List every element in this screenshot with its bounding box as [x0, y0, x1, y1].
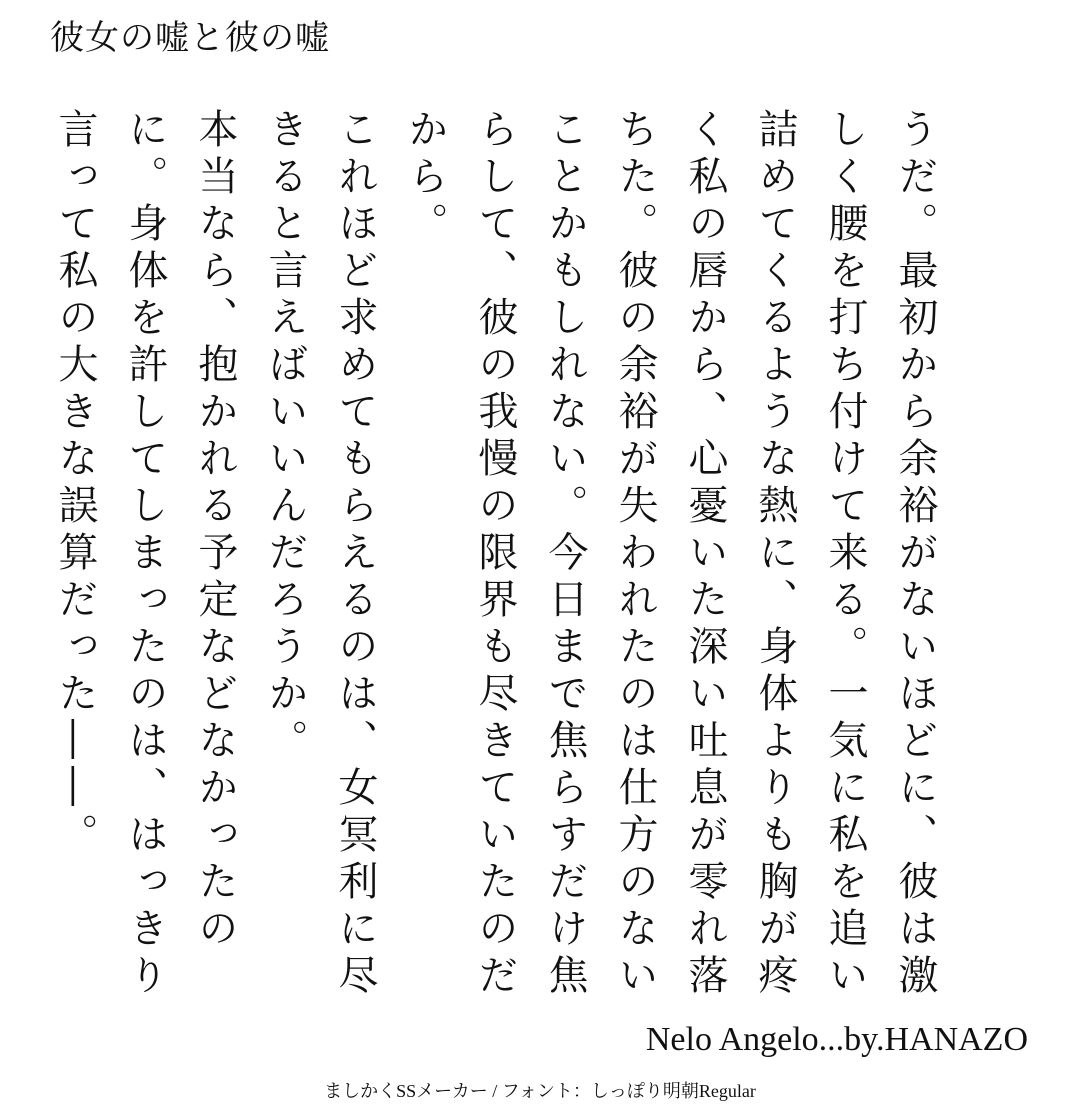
story-paragraph: うだ。最初から余裕がないほどに、彼は激しく腰を打ち付けて来る。一気に私を追い詰めてくるような熱に、身体よりも胸が疼く私の唇から、心憂いた深い吐息が零れ落ちた。彼の余裕が失われたのは仕方のないことかもしれない。今日まで焦らすだけ焦らして、彼の我慢の限界も尽きていたのだから。	[402, 108, 938, 1001]
page-title: 彼女の嘘と彼の嘘	[50, 18, 330, 58]
story-text	[52, 108, 950, 1018]
story-paragraph: これほど求めてもらえるのは、女冥利に尽きると言えばいいんだろうか。	[262, 108, 378, 1001]
generator-credit: ましかくSSメーカー / フォント：しっぽり明朝Regular	[324, 1081, 756, 1101]
author-signature: Nelo Angelo...by.HANAZO	[645, 1021, 1028, 1058]
story-paragraph: 本当なら、抱かれる予定などなかったのに。身体を許してしまったのは、はっきり言って私の大きな誤算だった――。	[52, 108, 238, 1001]
